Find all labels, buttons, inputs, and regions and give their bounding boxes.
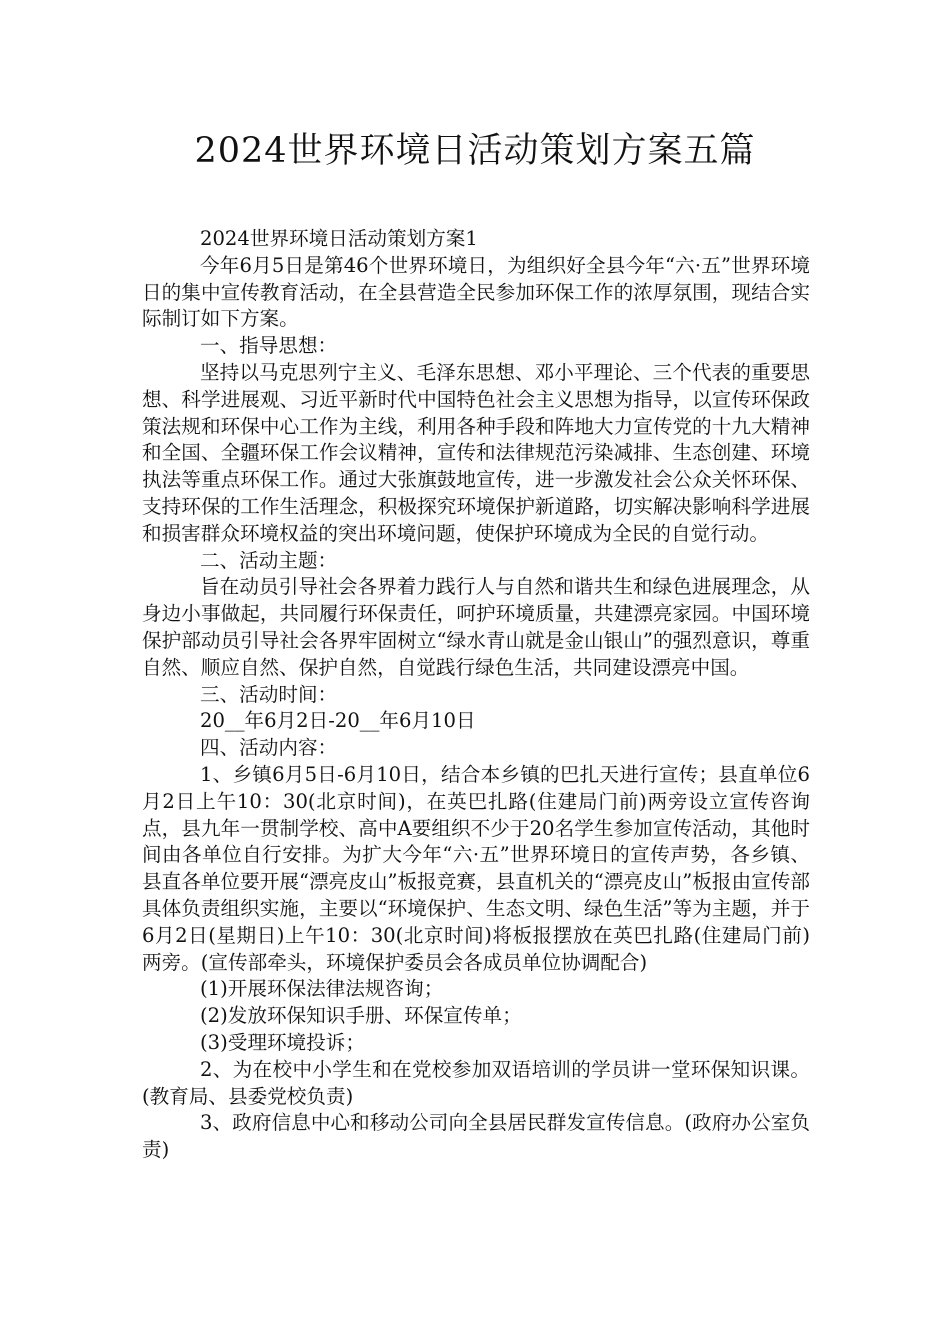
content-item-3: 3、政府信息中心和移动公司向全县居民群发宣传信息。(政府办公室负责) [142, 1111, 810, 1162]
document-title: 2024世界环境日活动策划方案五篇 [194, 131, 756, 171]
heading-activity-theme: 二、活动主题： [200, 548, 338, 572]
paragraph-activity-theme: 旨在动员引导社会各界着力践行人与自然和谐共生和绿色进展理念，从身边小事做起，共同履行环保责任，呵护环境质量，共建漂亮家园。中国环境保护部动员引导社会各界牢固树立“绿水青山就是金山银山”的强烈意识，尊重自然、顺应自然、保护自然，自觉践行绿色生活，共同建设漂亮中国。 [142, 575, 810, 679]
intro-paragraph: 今年6月5日是第46个世界环境日，为组织好全县今年“六·五”世界环境日的集中宣传教育活动，在全县营造全民参加环保工作的浓厚氛围，现结合实际制订如下方案。 [142, 253, 810, 331]
heading-activity-content: 四、活动内容： [200, 736, 338, 760]
paragraph-guiding-thought: 坚持以马克思列宁主义、毛泽东思想、邓小平理论、三个代表的重要思想、科学进展观、习近平新时代中国特色社会主义思想为指导，以宣传环保政策法规和环保中心工作为主线，利用各种手段和阵地大力宣传党的十九大精神和全国、全疆环保工作会议精神，宣传和法律规范污染减排、生态创建、环境执法等重点环保工作。通过大张旗鼓地宣传，进一步激发社会公众关怀环保、支持环保的工作生活理念，积极探究环境保护新道路，切实解决影响科学进展和损害群众环境权益的突出环境问题，使保护环境成为全民的自觉行动。 [142, 360, 810, 545]
content-subitem-1: (1)开展环保法律法规咨询； [200, 977, 444, 1001]
content-item-1: 1、乡镇6月5日-6月10日，结合本乡镇的巴扎天进行宣传；县直单位6月2日上午10：30(北京时间)，在英巴扎路(住建局门前)两旁设立宣传咨询点，县九年一贯制学校、高中A要组织不少于20名学生参加宣传活动，其他时间由各单位自行安排。为扩大今年“六·五”世界环境日的宣传声势，各乡镇、县直各单位要开展“漂亮皮山”板报竞赛，县直机关的“漂亮皮山”板报由宣传部具体负责组织实施，主要以“环境保护、生态文明、绿色生活”等为主题，并于6月2日(星期日)上午10：30(北京时间)将板报摆放在英巴扎路(住建局门前)两旁。(宣传部牵头，环境保护委员会各成员单位协调配合) [142, 762, 810, 974]
heading-activity-time: 三、活动时间： [200, 682, 338, 706]
paragraph-activity-time: 20__年6月2日-20__年6月10日 [200, 709, 476, 733]
section-heading-plan-1: 2024世界环境日活动策划方案1 [200, 227, 478, 250]
heading-guiding-thought: 一、指导思想： [200, 334, 338, 358]
content-subitem-2: (2)发放环保知识手册、环保宣传单； [200, 1004, 522, 1028]
document-body [142, 226, 810, 1164]
content-item-2: 2、为在校中小学生和在党校参加双语培训的学员讲一堂环保知识课。(教育局、县委党校负责) [142, 1057, 810, 1108]
content-subitem-3: (3)受理环境投诉； [200, 1030, 365, 1054]
